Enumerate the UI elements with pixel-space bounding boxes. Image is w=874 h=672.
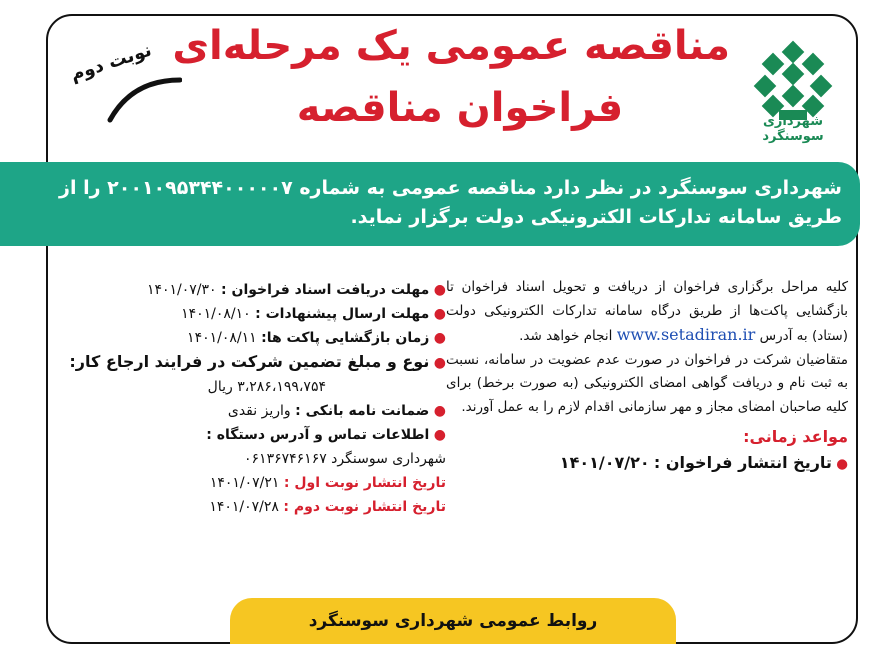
contact-value: شهرداری سوسنگرد ۰۶۱۳۶۷۴۶۱۶۷ <box>244 451 446 467</box>
guarantee-label: نوع و مبلغ تضمین شرکت در فرایند ارجاع کار: <box>69 352 430 371</box>
doc-deadline-label: مهلت دریافت اسناد فراخوان : <box>221 282 430 298</box>
second-pub-value: ۱۴۰۱/۰۷/۲۸ <box>209 499 279 515</box>
bullet-icon: ● <box>433 427 446 443</box>
bullet-icon: ● <box>433 306 446 322</box>
bullet-icon: ● <box>433 282 446 298</box>
page-subtitle: فراخوان مناقصه <box>296 85 624 131</box>
left-column <box>22 278 446 519</box>
bullet-icon: ● <box>433 355 446 371</box>
opening-value: ۱۴۰۱/۰۸/۱۱ <box>187 330 257 346</box>
opening-label: زمان بازگشایی پاکت ها: <box>261 330 430 346</box>
bullet-icon: ● <box>433 403 446 419</box>
bank-value: واریز نقدی <box>227 403 291 419</box>
guarantee-amount: ۳،۲۸۶،۱۹۹،۷۵۴ <box>237 379 326 395</box>
announcement-band <box>0 162 860 246</box>
publish-date-value: ۱۴۰۱/۰۷/۲۰ <box>559 452 650 472</box>
applicants-paragraph: متقاضیان شرکت در فراخوان در صورت عدم عضویت در سامانه، نسبت به ثبت نام و دریافت گواهی امضای الکترونیکی (به صورت برخط) برای کلیه صاحبان امضای مجاز و مهر سازمانی اقدام لازم را به عمل آورند. <box>446 351 848 415</box>
band-line-2: طریق سامانه تدارکات الکترونیکی دولت برگزار نماید. <box>350 206 842 228</box>
intro-text: کلیه مراحل برگزاری فراخوان از دریافت و تحویل اسناد فراخوان تا بازگشایی پاکت‌ها از طریق درگاه سامانه تدارکات الکترونیکی دولت (ستاد) به آدرس <box>446 279 848 344</box>
second-pub-label: تاریخ انتشار نوبت دوم : <box>283 499 446 515</box>
band-line-1: شهرداری سوسنگرد در نظر دارد مناقصه عمومی به شماره ۲۰۰۱۰۹۵۳۴۴۰۰۰۰۰۷ را از <box>59 177 842 199</box>
publish-date-label: تاریخ انتشار فراخوان : <box>653 452 832 472</box>
contact-label: اطلاعات تماس و آدرس دستگاه : <box>206 427 430 443</box>
round-badge: نوبت دوم <box>67 39 155 86</box>
bullet-icon: ● <box>836 455 848 472</box>
page-title: مناقصه عمومی یک مرحله‌ای <box>172 23 730 69</box>
intro-end: انجام خواهد شد. <box>519 328 613 344</box>
bid-deadline-value: ۱۴۰۱/۰۸/۱۰ <box>181 306 251 322</box>
website-link[interactable]: www.setadiran.ir <box>616 325 756 344</box>
guarantee-unit: ریال <box>207 379 233 395</box>
bank-label: ضمانت نامه بانکی : <box>295 403 430 419</box>
right-column <box>446 276 848 476</box>
bullet-icon: ● <box>433 330 446 346</box>
bid-deadline-label: مهلت ارسال پیشنهادات : <box>255 306 430 322</box>
schedule-heading: مواعد زمانی: <box>743 427 848 446</box>
logo-name: شهرداری سوسنگرد <box>762 114 824 144</box>
intro-paragraph <box>446 276 848 349</box>
doc-deadline-value: ۱۴۰۱/۰۷/۳۰ <box>146 282 217 298</box>
footer-public-relations: روابط عمومی شهرداری سوسنگرد <box>230 598 676 644</box>
first-pub-value: ۱۴۰۱/۰۷/۲۱ <box>209 475 280 491</box>
first-pub-label: تاریخ انتشار نوبت اول : <box>283 475 446 491</box>
